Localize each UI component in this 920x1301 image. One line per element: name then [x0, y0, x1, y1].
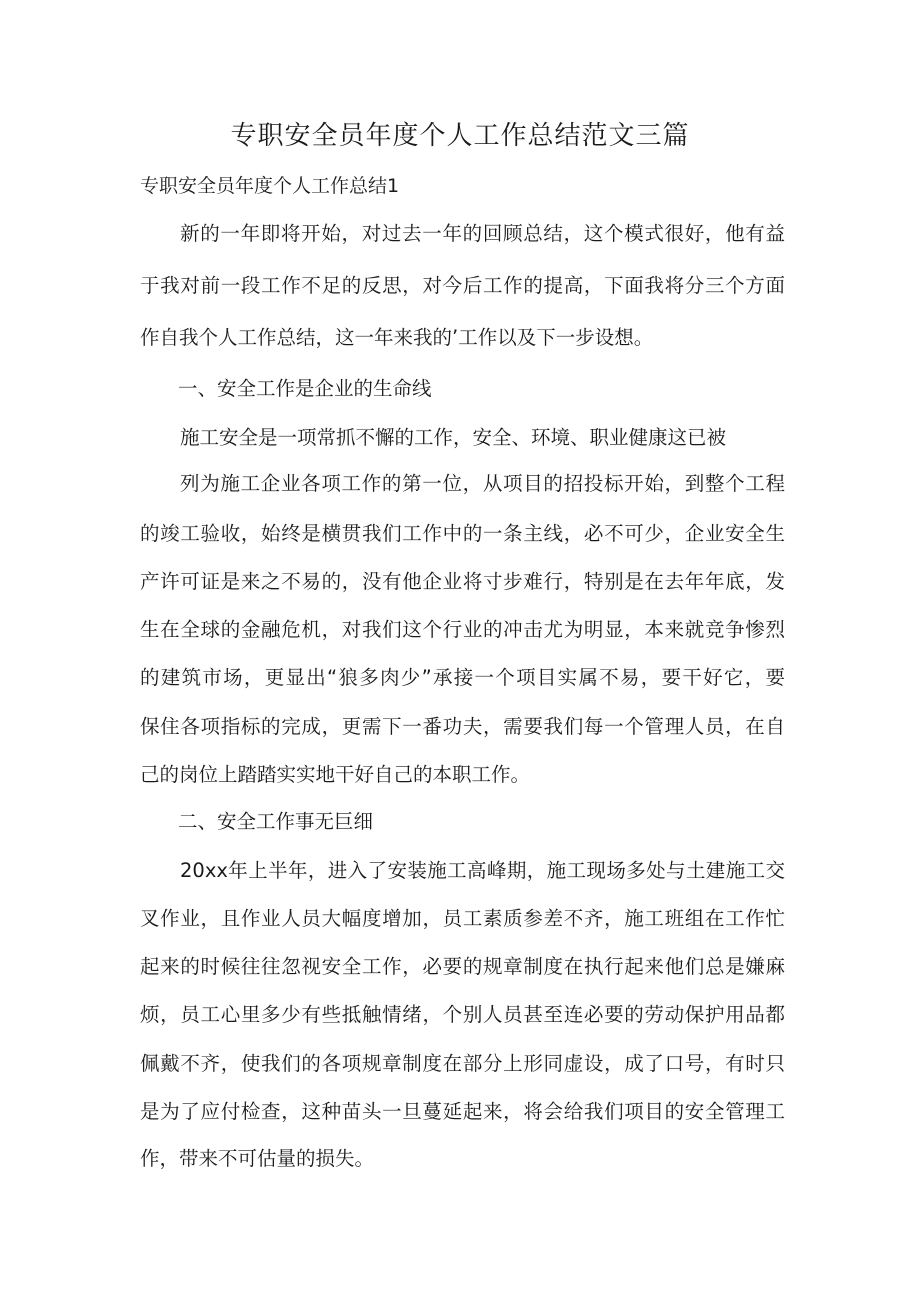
body-line-9: 生在全球的金融危机，对我们这个行业的冲击尤为明显，本来就竞争惨烈: [140, 618, 785, 641]
body-line-14: 20xx年上半年，进入了安装施工高峰期，施工现场多处与土建施工交: [180, 859, 785, 882]
body-line-12: 己的岗位上踏踏实实地干好自己的本职工作。: [140, 763, 531, 786]
body-line-19: 是为了应付检查，这种苗头一旦蔓延起来，将会给我们项目的安全管理工: [140, 1100, 785, 1123]
body-line-6: 列为施工企业各项工作的第一位，从项目的招投标开始，到整个工程: [180, 472, 785, 495]
document-title: 专职安全员年度个人工作总结范文三篇: [230, 121, 690, 151]
body-line-16: 起来的时候往往忽视安全工作，必要的规章制度在执行起来他们总是嫌麻: [140, 955, 785, 978]
body-line-20: 作，带来不可估量的损失。: [140, 1147, 375, 1170]
body-line-7: 的竣工验收，始终是横贯我们工作中的一条主线，必不可少，企业安全生: [140, 522, 785, 545]
body-line-11: 保住各项指标的完成，更需下一番功夫，需要我们每一个管理人员，在自: [140, 715, 785, 738]
body-line-5: 施工安全是一项常抓不懈的工作，安全、环境、职业健康这已被: [180, 426, 727, 449]
heading-section-1: 一、安全工作是企业的生命线: [178, 377, 432, 400]
body-line-18: 佩戴不齐，使我们的各项规章制度在部分上形同虚设，成了口号，有时只: [140, 1052, 785, 1075]
body-line-10: 的建筑市场，更显出“狼多肉少”承接一个项目实属不易，要干好它，要: [140, 666, 785, 689]
section-subtitle: 专职安全员年度个人工作总结1: [140, 175, 400, 197]
body-line-8: 产许可证是来之不易的，没有他企业将寸步难行，特别是在去年年底，发: [140, 570, 785, 593]
body-line-17: 烦，员工心里多少有些抵触情绪，个别人员甚至连必要的劳动保护用品都: [140, 1003, 785, 1026]
body-line-2: 于我对前一段工作不足的反思，对今后工作的提高，下面我将分三个方面: [140, 274, 785, 297]
body-line-15: 叉作业，且作业人员大幅度增加，员工素质参差不齐，施工班组在工作忙: [140, 907, 785, 930]
body-line-1: 新的一年即将开始，对过去一年的回顾总结，这个模式很好，他有益: [180, 222, 785, 245]
heading-section-2: 二、安全工作事无巨细: [178, 810, 374, 833]
body-line-3: 作自我个人工作总结，这一年来我的’工作以及下一步设想。: [140, 326, 654, 349]
